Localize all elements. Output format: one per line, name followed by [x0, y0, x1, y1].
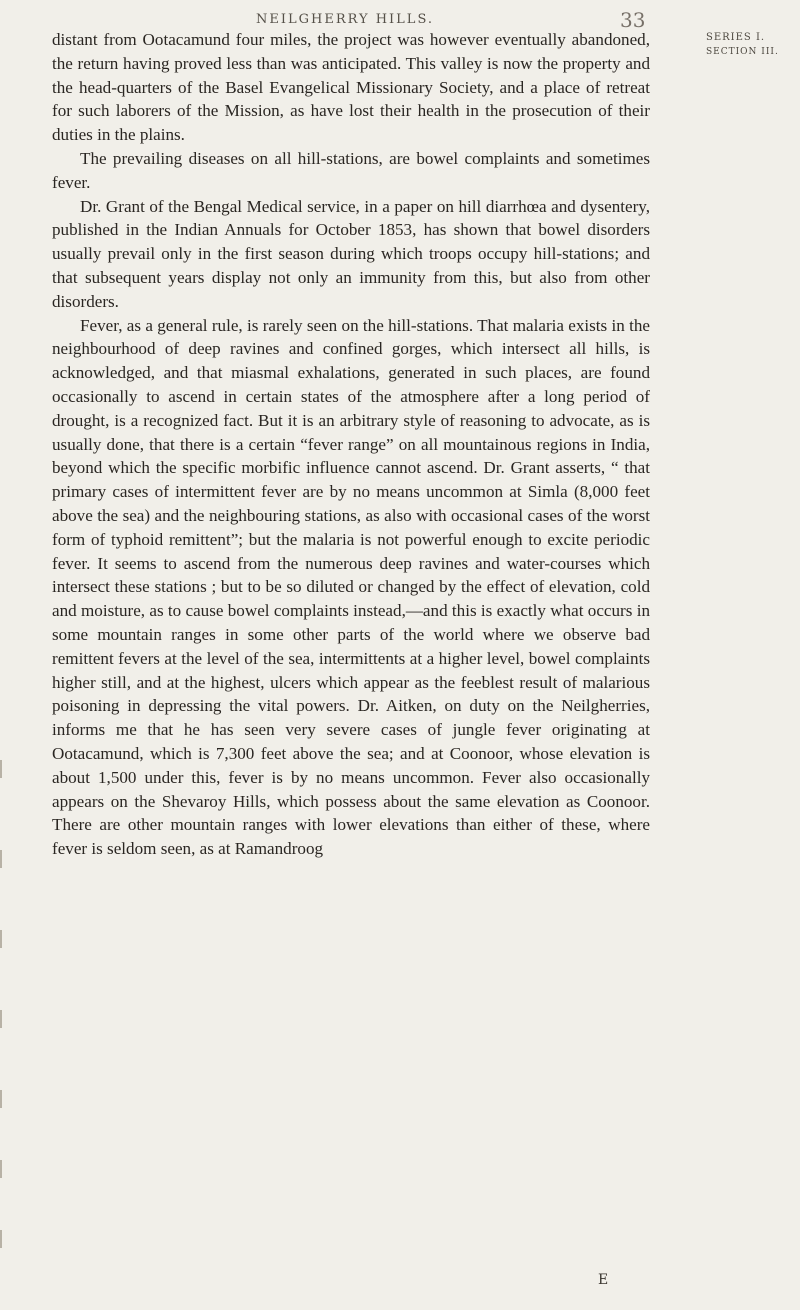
page-edge-mark	[0, 1010, 8, 1028]
margin-series: SERIES I.	[706, 32, 766, 43]
margin-section: SECTION III.	[706, 47, 779, 57]
page-edge-mark	[0, 1160, 8, 1178]
page-edge-mark	[0, 930, 8, 948]
paragraph: Dr. Grant of the Bengal Medical service, in a paper on hill diarrhœa and dysentery, published in the Indian Annuals for October 1853, has shown that bowel disorders usually prevail only in the first season during which troops occupy hill-stations; and that subsequent years display not only an immunity from this, but also from other disorders.	[52, 196, 650, 311]
page-edge-mark	[0, 760, 8, 778]
running-head: NEILGHERRY HILLS.	[255, 12, 435, 27]
page-edge-mark	[0, 1090, 8, 1108]
paragraph: Fever, as a general rule, is rarely seen on the hill-stations. That malaria exists in the neighbourhood of deep ravines and confined gorges, which intersect all hills, is acknowledged, and that miasmal exhalations, generated in such places, are found occasionally to ascend in certain states of the atmosphere after a long period of drought, is a recognized fact. But it is an arbitrary style of reasoning to advocate, as is usually done, that there is a certain “fever range” on all mountainous regions in India, beyond which the specific morbific influence cannot ascend. Dr. Grant asserts, “ that primary cases of intermittent fever are by no means uncommon at Simla (8,000 feet above the sea) and the neighbouring stations, as also with occasional cases of the worst form of typhoid remittent”; but the malaria is not powerful enough to excite periodic fever. It seems to ascend from the numerous deep ravines and water-courses which intersect these stations ; but to be so diluted or changed by the effect of elevation, cold and moisture, as to cause bowel complaints instead,—and this is exactly what occurs in some mountain ranges in some other parts of the world where we observe bad remittent fevers at the level of the sea, intermittents at a higher level, bowel complaints higher still, and at the highest, ulcers which appear as the feeblest result of malarious poisoning in depressing the vital powers. Dr. Aitken, on duty on the Neilgherries, informs me that he has seen very severe cases of jungle fever originating at Ootacamund, which is 7,300 feet above the sea; and at Coonoor, whose elevation is about 1,500 under this, fever is by no means uncommon. Fever also occasionally appears on the Shevaroy Hills, which possess about the same elevation as Coonoor. There are other mountain ranges with lower elevations than either of these, where fever is seldom seen, as at Ramandroog	[52, 315, 650, 859]
margin-note	[706, 30, 800, 60]
paragraph: distant from Ootacamund four miles, the project was however eventually abandoned, the return having proved less than was anticipated. This valley is now the property and the head-quarters of the Basel Evangelical Missionary Society, and a place of retreat for such laborers of the Mission, as have lost their health in the prosecution of their duties in the plains.	[52, 30, 650, 145]
body-text	[52, 28, 650, 861]
page-edge-mark	[0, 850, 8, 868]
paragraph: The prevailing diseases on all hill-stations, are bowel complaints and sometimes fever.	[52, 148, 650, 192]
signature-mark: E	[598, 1272, 609, 1288]
page-edge-mark	[0, 1230, 8, 1248]
page-number: 33	[620, 8, 646, 32]
